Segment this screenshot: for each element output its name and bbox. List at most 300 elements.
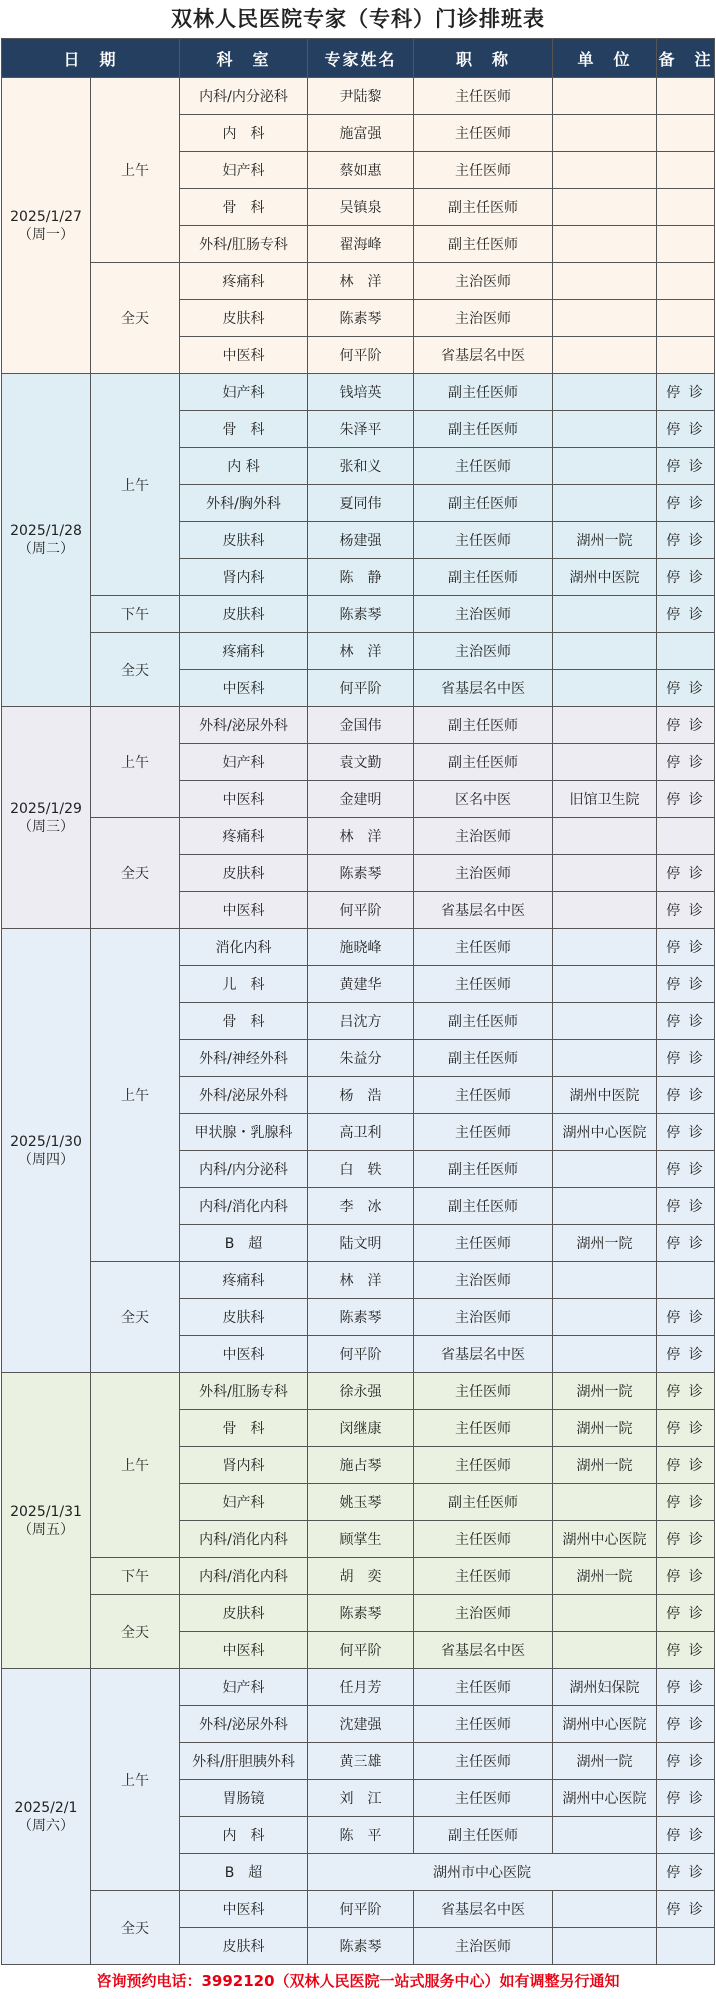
note-cell	[657, 189, 715, 226]
unit-cell: 湖州一院	[553, 1410, 657, 1447]
unit-cell: 湖州一院	[553, 522, 657, 559]
expert-name-cell: 金国伟	[308, 707, 414, 744]
note-cell: 停 诊	[657, 707, 715, 744]
rank-cell: 主任医师	[414, 966, 553, 1003]
rank-cell: 主任医师	[414, 1410, 553, 1447]
expert-name-cell: 蔡如惠	[308, 152, 414, 189]
note-cell: 停 诊	[657, 559, 715, 596]
table-row	[2, 374, 715, 411]
unit-cell: 湖州一院	[553, 1558, 657, 1595]
rank-cell: 副主任医师	[414, 744, 553, 781]
dept-cell: 外科/泌尿外科	[180, 1706, 308, 1743]
expert-name-cell: 钱培英	[308, 374, 414, 411]
note-cell	[657, 115, 715, 152]
expert-name-cell: 金建明	[308, 781, 414, 818]
table-row	[2, 633, 715, 670]
rank-cell: 副主任医师	[414, 226, 553, 263]
dept-cell: 疼痛科	[180, 633, 308, 670]
period-cell: 下午	[91, 1558, 180, 1595]
expert-name-cell: 杨建强	[308, 522, 414, 559]
unit-cell	[553, 448, 657, 485]
date-value: 2025/1/30	[10, 1133, 82, 1150]
note-cell: 停 诊	[657, 892, 715, 929]
rank-cell: 主任医师	[414, 1373, 553, 1410]
rank-cell: 主任医师	[414, 522, 553, 559]
dept-cell: 骨 科	[180, 1003, 308, 1040]
rank-cell: 主任医师	[414, 448, 553, 485]
date-cell	[2, 374, 91, 707]
period-cell: 上午	[91, 78, 180, 263]
unit-cell: 湖州中心医院	[553, 1706, 657, 1743]
dept-cell: 皮肤科	[180, 522, 308, 559]
note-cell: 停 诊	[657, 448, 715, 485]
expert-name-cell: 吴镇泉	[308, 189, 414, 226]
note-cell: 停 诊	[657, 1595, 715, 1632]
dept-cell: 中医科	[180, 1336, 308, 1373]
dept-cell: 内科/消化内科	[180, 1521, 308, 1558]
table-row	[2, 929, 715, 966]
rank-cell: 副主任医师	[414, 485, 553, 522]
rank-cell: 主任医师	[414, 78, 553, 115]
header-date: 日 期	[2, 39, 180, 78]
note-cell	[657, 78, 715, 115]
unit-cell	[553, 115, 657, 152]
expert-name-cell: 任月芳	[308, 1669, 414, 1706]
rank-cell: 主治医师	[414, 855, 553, 892]
period-cell: 上午	[91, 707, 180, 818]
note-cell	[657, 226, 715, 263]
expert-name-cell: 何平阶	[308, 1891, 414, 1928]
dept-cell: 皮肤科	[180, 596, 308, 633]
note-cell	[657, 300, 715, 337]
dept-cell: 外科/肛肠专科	[180, 226, 308, 263]
expert-name-cell: 何平阶	[308, 1336, 414, 1373]
date-value: 2025/1/29	[10, 800, 82, 817]
dept-cell: 内科/消化内科	[180, 1558, 308, 1595]
table-row	[2, 1595, 715, 1632]
unit-cell	[553, 1188, 657, 1225]
rank-cell: 主任医师	[414, 1743, 553, 1780]
note-cell: 停 诊	[657, 670, 715, 707]
rank-cell: 副主任医师	[414, 707, 553, 744]
expert-name-cell: 朱益分	[308, 1040, 414, 1077]
expert-name-cell: 尹陆黎	[308, 78, 414, 115]
note-cell: 停 诊	[657, 1669, 715, 1706]
unit-cell: 湖州一院	[553, 1225, 657, 1262]
note-cell: 停 诊	[657, 1743, 715, 1780]
table-row	[2, 1891, 715, 1928]
note-cell: 停 诊	[657, 1114, 715, 1151]
unit-cell: 湖州中医院	[553, 559, 657, 596]
rank-cell: 主任医师	[414, 1558, 553, 1595]
rank-cell: 副主任医师	[414, 1151, 553, 1188]
dept-cell: 中医科	[180, 337, 308, 374]
unit-cell	[553, 966, 657, 1003]
unit-cell	[553, 226, 657, 263]
note-cell: 停 诊	[657, 781, 715, 818]
expert-name-cell: 黄建华	[308, 966, 414, 1003]
date-cell	[2, 1373, 91, 1669]
expert-name-cell: 施晓峰	[308, 929, 414, 966]
unit-cell	[553, 1336, 657, 1373]
unit-cell	[553, 744, 657, 781]
note-cell: 停 诊	[657, 596, 715, 633]
unit-cell: 湖州中心医院	[553, 1114, 657, 1151]
rank-cell: 省基层名中医	[414, 670, 553, 707]
unit-cell	[553, 929, 657, 966]
page-title: 双林人民医院专家（专科）门诊排班表	[171, 7, 545, 31]
note-cell	[657, 152, 715, 189]
unit-cell	[553, 1632, 657, 1669]
note-cell: 停 诊	[657, 1854, 715, 1891]
dept-cell: 肾内科	[180, 559, 308, 596]
note-cell: 停 诊	[657, 1484, 715, 1521]
note-cell	[657, 1262, 715, 1299]
expert-name-cell: 夏同伟	[308, 485, 414, 522]
dept-cell: B 超	[180, 1854, 308, 1891]
header-note: 备 注	[657, 39, 715, 78]
note-cell	[657, 1928, 715, 1965]
expert-name-cell: 何平阶	[308, 892, 414, 929]
weekday-value: （周五）	[18, 1521, 74, 1538]
dept-cell: 中医科	[180, 1632, 308, 1669]
rank-cell: 主治医师	[414, 300, 553, 337]
unit-cell	[553, 855, 657, 892]
expert-name-cell: 杨 浩	[308, 1077, 414, 1114]
date-cell	[2, 929, 91, 1373]
dept-cell: 中医科	[180, 892, 308, 929]
dept-cell: 外科/神经外科	[180, 1040, 308, 1077]
dept-cell: 内科/消化内科	[180, 1188, 308, 1225]
expert-name-cell: 陈 静	[308, 559, 414, 596]
unit-cell	[553, 1928, 657, 1965]
period-cell: 上午	[91, 1669, 180, 1891]
rank-cell: 主治医师	[414, 818, 553, 855]
date-cell	[2, 78, 91, 374]
rank-cell: 省基层名中医	[414, 1632, 553, 1669]
date-value: 2025/1/28	[10, 523, 82, 539]
dept-cell: 中医科	[180, 1891, 308, 1928]
dept-cell: 内 科	[180, 115, 308, 152]
unit-cell: 湖州中医院	[553, 1077, 657, 1114]
rank-cell: 副主任医师	[414, 1040, 553, 1077]
expert-name-cell: 吕沈方	[308, 1003, 414, 1040]
rank-cell: 主任医师	[414, 1447, 553, 1484]
unit-cell: 湖州中心医院	[553, 1521, 657, 1558]
expert-name-cell: 朱泽平	[308, 411, 414, 448]
weekday-value: （周四）	[18, 1151, 74, 1168]
period-cell: 上午	[91, 374, 180, 596]
dept-cell: 甲状腺・乳腺科	[180, 1114, 308, 1151]
expert-name-cell: 袁文勤	[308, 744, 414, 781]
expert-name-cell: 林 洋	[308, 263, 414, 300]
expert-name-cell: 林 洋	[308, 633, 414, 670]
unit-cell: 湖州妇保院	[553, 1669, 657, 1706]
rank-cell: 区名中医	[414, 781, 553, 818]
period-cell: 上午	[91, 929, 180, 1262]
note-cell: 停 诊	[657, 1040, 715, 1077]
date-value: 2025/2/1	[14, 1799, 78, 1816]
unit-cell	[553, 596, 657, 633]
dept-cell: 胃肠镜	[180, 1780, 308, 1817]
rank-cell: 主治医师	[414, 633, 553, 670]
note-cell: 停 诊	[657, 1373, 715, 1410]
period-cell: 下午	[91, 596, 180, 633]
unit-cell	[553, 337, 657, 374]
unit-cell	[553, 78, 657, 115]
dept-cell: 皮肤科	[180, 1299, 308, 1336]
unit-cell	[553, 1484, 657, 1521]
expert-name-cell: 陈素琴	[308, 1928, 414, 1965]
expert-name-cell: 闵继康	[308, 1410, 414, 1447]
note-cell: 停 诊	[657, 1558, 715, 1595]
table-row	[2, 1262, 715, 1299]
expert-name-cell: 沈建强	[308, 1706, 414, 1743]
unit-cell	[553, 1040, 657, 1077]
expert-name-cell: 李 冰	[308, 1188, 414, 1225]
note-cell	[657, 337, 715, 374]
unit-cell: 湖州一院	[553, 1373, 657, 1410]
expert-name-cell: 徐永强	[308, 1373, 414, 1410]
expert-name-cell: 陈 平	[308, 1817, 414, 1854]
unit-cell	[553, 411, 657, 448]
table-row	[2, 707, 715, 744]
dept-cell: 内 科	[180, 448, 308, 485]
dept-cell: 外科/胸外科	[180, 485, 308, 522]
dept-cell: 骨 科	[180, 189, 308, 226]
note-cell	[657, 263, 715, 300]
expert-name-cell: 刘 江	[308, 1780, 414, 1817]
dept-cell: 内 科	[180, 1817, 308, 1854]
expert-name-cell: 陆文明	[308, 1225, 414, 1262]
rank-cell: 主治医师	[414, 1299, 553, 1336]
header-rank: 职 称	[414, 39, 553, 78]
expert-name-cell: 黄三雄	[308, 1743, 414, 1780]
unit-cell	[553, 707, 657, 744]
date-value: 2025/1/31	[10, 1503, 82, 1520]
header-unit: 单 位	[553, 39, 657, 78]
weekday-value: （周六）	[18, 1817, 74, 1834]
rank-cell: 主任医师	[414, 115, 553, 152]
rank-cell: 省基层名中医	[414, 1891, 553, 1928]
dept-cell: 外科/肛肠专科	[180, 1373, 308, 1410]
unit-cell	[553, 485, 657, 522]
table-row	[2, 263, 715, 300]
weekday-value: （周二）	[18, 541, 74, 557]
note-cell: 停 诊	[657, 1003, 715, 1040]
expert-name-cell: 陈素琴	[308, 596, 414, 633]
date-value: 2025/1/27	[10, 208, 82, 225]
dept-cell: 妇产科	[180, 1669, 308, 1706]
expert-name-cell: 林 洋	[308, 818, 414, 855]
note-cell	[657, 633, 715, 670]
unit-cell	[553, 633, 657, 670]
dept-cell: 皮肤科	[180, 1928, 308, 1965]
unit-cell: 旧馆卫生院	[553, 781, 657, 818]
date-cell	[2, 1669, 91, 1965]
period-cell: 全天	[91, 1891, 180, 1965]
rank-cell: 主治医师	[414, 1928, 553, 1965]
unit-cell	[553, 374, 657, 411]
table-row	[2, 596, 715, 633]
weekday-value: （周一）	[18, 226, 74, 243]
dept-cell: 骨 科	[180, 411, 308, 448]
rank-cell: 主任医师	[414, 1669, 553, 1706]
note-cell: 停 诊	[657, 1817, 715, 1854]
dept-cell: 外科/肝胆胰外科	[180, 1743, 308, 1780]
note-cell: 停 诊	[657, 485, 715, 522]
note-cell: 停 诊	[657, 1188, 715, 1225]
dept-cell: 外科/泌尿外科	[180, 707, 308, 744]
note-cell: 停 诊	[657, 1225, 715, 1262]
rank-cell: 主治医师	[414, 1262, 553, 1299]
period-cell: 全天	[91, 1262, 180, 1373]
unit-cell	[553, 1299, 657, 1336]
note-cell	[657, 818, 715, 855]
schedule-table	[1, 38, 715, 1965]
period-cell: 全天	[91, 633, 180, 707]
unit-cell	[553, 1262, 657, 1299]
note-cell: 停 诊	[657, 1706, 715, 1743]
expert-name-cell: 张和义	[308, 448, 414, 485]
unit-cell	[553, 892, 657, 929]
rank-cell: 副主任医师	[414, 1484, 553, 1521]
rank-cell: 副主任医师	[414, 559, 553, 596]
rank-cell: 主治医师	[414, 263, 553, 300]
header-row	[2, 39, 715, 78]
rank-cell: 主任医师	[414, 1077, 553, 1114]
table-row	[2, 1558, 715, 1595]
note-cell: 停 诊	[657, 1299, 715, 1336]
unit-cell	[553, 152, 657, 189]
dept-cell: 皮肤科	[180, 855, 308, 892]
dept-cell: 骨 科	[180, 1410, 308, 1447]
rank-cell: 副主任医师	[414, 374, 553, 411]
unit-cell	[553, 189, 657, 226]
header-expert: 专家姓名	[308, 39, 414, 78]
dept-cell: 中医科	[180, 781, 308, 818]
expert-name-cell: 陈素琴	[308, 1299, 414, 1336]
rank-cell: 主任医师	[414, 929, 553, 966]
rank-cell: 副主任医师	[414, 1003, 553, 1040]
weekday-value: （周三）	[18, 818, 74, 835]
unit-cell	[553, 818, 657, 855]
rank-cell: 主任医师	[414, 1706, 553, 1743]
rank-cell: 主任医师	[414, 1225, 553, 1262]
note-cell: 停 诊	[657, 966, 715, 1003]
expert-name-cell: 施富强	[308, 115, 414, 152]
period-cell: 全天	[91, 263, 180, 374]
date-cell	[2, 707, 91, 929]
unit-cell: 湖州一院	[553, 1447, 657, 1484]
expert-name-cell: 白 轶	[308, 1151, 414, 1188]
dept-cell: B 超	[180, 1225, 308, 1262]
unit-cell	[553, 1891, 657, 1928]
rank-cell: 省基层名中医	[414, 1336, 553, 1373]
dept-cell: 疼痛科	[180, 818, 308, 855]
merged-unit-cell: 湖州市中心医院	[308, 1854, 657, 1891]
expert-name-cell: 顾掌生	[308, 1521, 414, 1558]
header-dept: 科 室	[180, 39, 308, 78]
expert-name-cell: 何平阶	[308, 670, 414, 707]
rank-cell: 主任医师	[414, 1780, 553, 1817]
expert-name-cell: 姚玉琴	[308, 1484, 414, 1521]
dept-cell: 皮肤科	[180, 1595, 308, 1632]
rank-cell: 副主任医师	[414, 189, 553, 226]
unit-cell: 湖州一院	[553, 1743, 657, 1780]
expert-name-cell: 何平阶	[308, 1632, 414, 1669]
note-cell: 停 诊	[657, 374, 715, 411]
rank-cell: 主治医师	[414, 1595, 553, 1632]
rank-cell: 副主任医师	[414, 1817, 553, 1854]
expert-name-cell: 高卫利	[308, 1114, 414, 1151]
period-cell: 上午	[91, 1373, 180, 1558]
dept-cell: 消化内科	[180, 929, 308, 966]
rank-cell: 主任医师	[414, 1114, 553, 1151]
dept-cell: 疼痛科	[180, 1262, 308, 1299]
unit-cell	[553, 1595, 657, 1632]
unit-cell	[553, 1151, 657, 1188]
rank-cell: 副主任医师	[414, 411, 553, 448]
dept-cell: 妇产科	[180, 1484, 308, 1521]
note-cell: 停 诊	[657, 1632, 715, 1669]
dept-cell: 外科/泌尿外科	[180, 1077, 308, 1114]
dept-cell: 疼痛科	[180, 263, 308, 300]
dept-cell: 妇产科	[180, 744, 308, 781]
expert-name-cell: 陈素琴	[308, 300, 414, 337]
unit-cell	[553, 300, 657, 337]
note-cell: 停 诊	[657, 1521, 715, 1558]
note-cell: 停 诊	[657, 1447, 715, 1484]
expert-name-cell: 林 洋	[308, 1262, 414, 1299]
note-cell: 停 诊	[657, 411, 715, 448]
rank-cell: 主治医师	[414, 596, 553, 633]
expert-name-cell: 陈素琴	[308, 855, 414, 892]
dept-cell: 儿 科	[180, 966, 308, 1003]
rank-cell: 省基层名中医	[414, 337, 553, 374]
expert-name-cell: 胡 奕	[308, 1558, 414, 1595]
note-cell: 停 诊	[657, 1077, 715, 1114]
table-row	[2, 818, 715, 855]
note-cell: 停 诊	[657, 929, 715, 966]
dept-cell: 内科/内分泌科	[180, 1151, 308, 1188]
unit-cell	[553, 263, 657, 300]
table-row	[2, 78, 715, 115]
unit-cell	[553, 670, 657, 707]
dept-cell: 中医科	[180, 670, 308, 707]
schedule-body	[2, 78, 715, 1965]
dept-cell: 妇产科	[180, 152, 308, 189]
dept-cell: 皮肤科	[180, 300, 308, 337]
expert-name-cell: 翟海峰	[308, 226, 414, 263]
rank-cell: 省基层名中医	[414, 892, 553, 929]
dept-cell: 内科/内分泌科	[180, 78, 308, 115]
note-cell: 停 诊	[657, 744, 715, 781]
footer-note: 咨询预约电话：3992120（双林人民医院一站式服务中心）如有调整另行通知	[96, 1972, 620, 1990]
expert-name-cell: 陈素琴	[308, 1595, 414, 1632]
note-cell: 停 诊	[657, 1780, 715, 1817]
period-cell: 全天	[91, 1595, 180, 1669]
note-cell: 停 诊	[657, 1410, 715, 1447]
note-cell: 停 诊	[657, 1891, 715, 1928]
table-row	[2, 1373, 715, 1410]
note-cell: 停 诊	[657, 855, 715, 892]
rank-cell: 副主任医师	[414, 1188, 553, 1225]
rank-cell: 主任医师	[414, 152, 553, 189]
table-row	[2, 1669, 715, 1706]
dept-cell: 肾内科	[180, 1447, 308, 1484]
expert-name-cell: 何平阶	[308, 337, 414, 374]
